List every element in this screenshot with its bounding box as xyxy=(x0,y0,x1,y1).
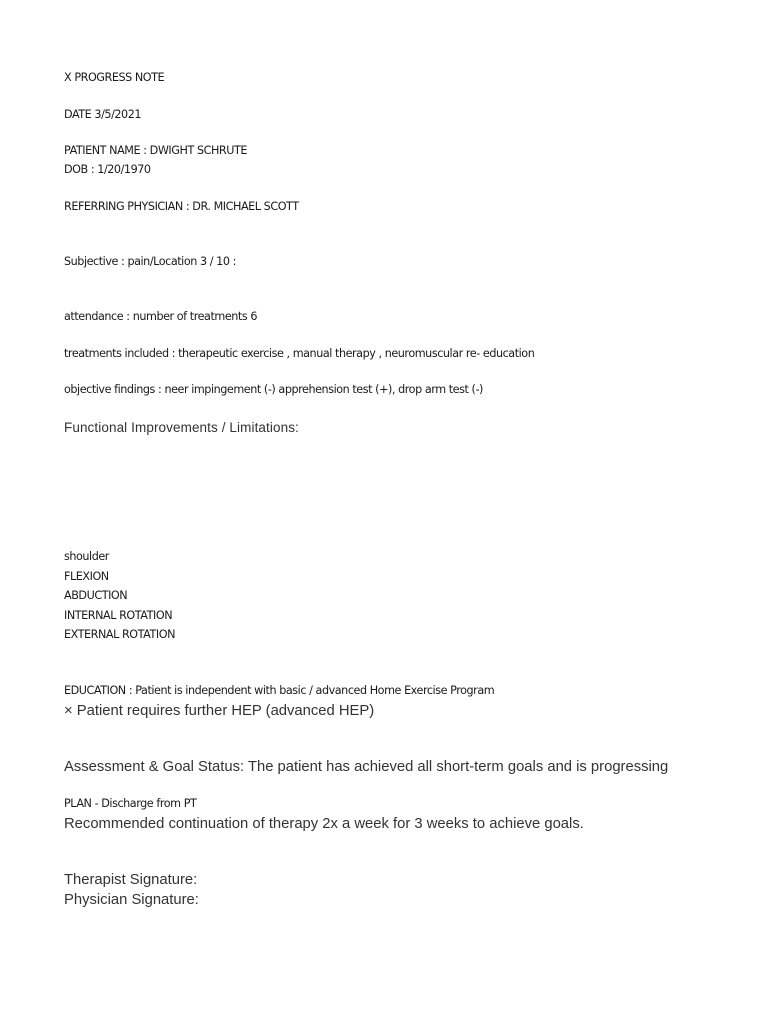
patient-name: PATIENT NAME : DWIGHT SCHRUTE xyxy=(64,144,247,157)
assessment-goal-status: Assessment & Goal Status: The patient has achieved all short-term goals and is progressing xyxy=(64,759,669,775)
functional-improvements-heading: Functional Improvements / Limitations: xyxy=(64,420,299,435)
objective-findings-line: objective findings : neer impingement (-) apprehension test (+), drop arm test (-) xyxy=(64,383,483,396)
referring-physician: REFERRING PHYSICIAN : DR. MICHAEL SCOTT xyxy=(64,200,299,213)
therapist-signature-label: Therapist Signature: xyxy=(64,872,198,888)
plan-line: PLAN - Discharge from PT xyxy=(64,797,197,810)
document-title: X PROGRESS NOTE xyxy=(64,71,165,84)
note-date: DATE 3/5/2021 xyxy=(64,108,142,121)
subjective-line: Subjective : pain/Location 3 / 10 : xyxy=(64,255,236,268)
rom-item-internal-rotation: INTERNAL ROTATION xyxy=(64,609,173,622)
rom-item-external-rotation: EXTERNAL ROTATION xyxy=(64,628,176,641)
patient-dob: DOB : 1/20/1970 xyxy=(64,163,151,176)
rom-item-flexion: FLEXION xyxy=(64,570,109,583)
attendance-line: attendance : number of treatments 6 xyxy=(64,310,257,323)
treatments-line: treatments included : therapeutic exercise , manual therapy , neuromuscular re- education xyxy=(64,347,535,360)
education-line: EDUCATION : Patient is independent with basic / advanced Home Exercise Program xyxy=(64,684,495,697)
rom-label-shoulder: shoulder xyxy=(64,550,109,563)
rom-item-abduction: ABDUCTION xyxy=(64,589,128,602)
further-hep-line: × Patient requires further HEP (advanced HEP) xyxy=(64,703,375,719)
physician-signature-label: Physician Signature: xyxy=(64,892,199,908)
plan-recommendation: Recommended continuation of therapy 2x a week for 3 weeks to achieve goals. xyxy=(64,816,584,832)
